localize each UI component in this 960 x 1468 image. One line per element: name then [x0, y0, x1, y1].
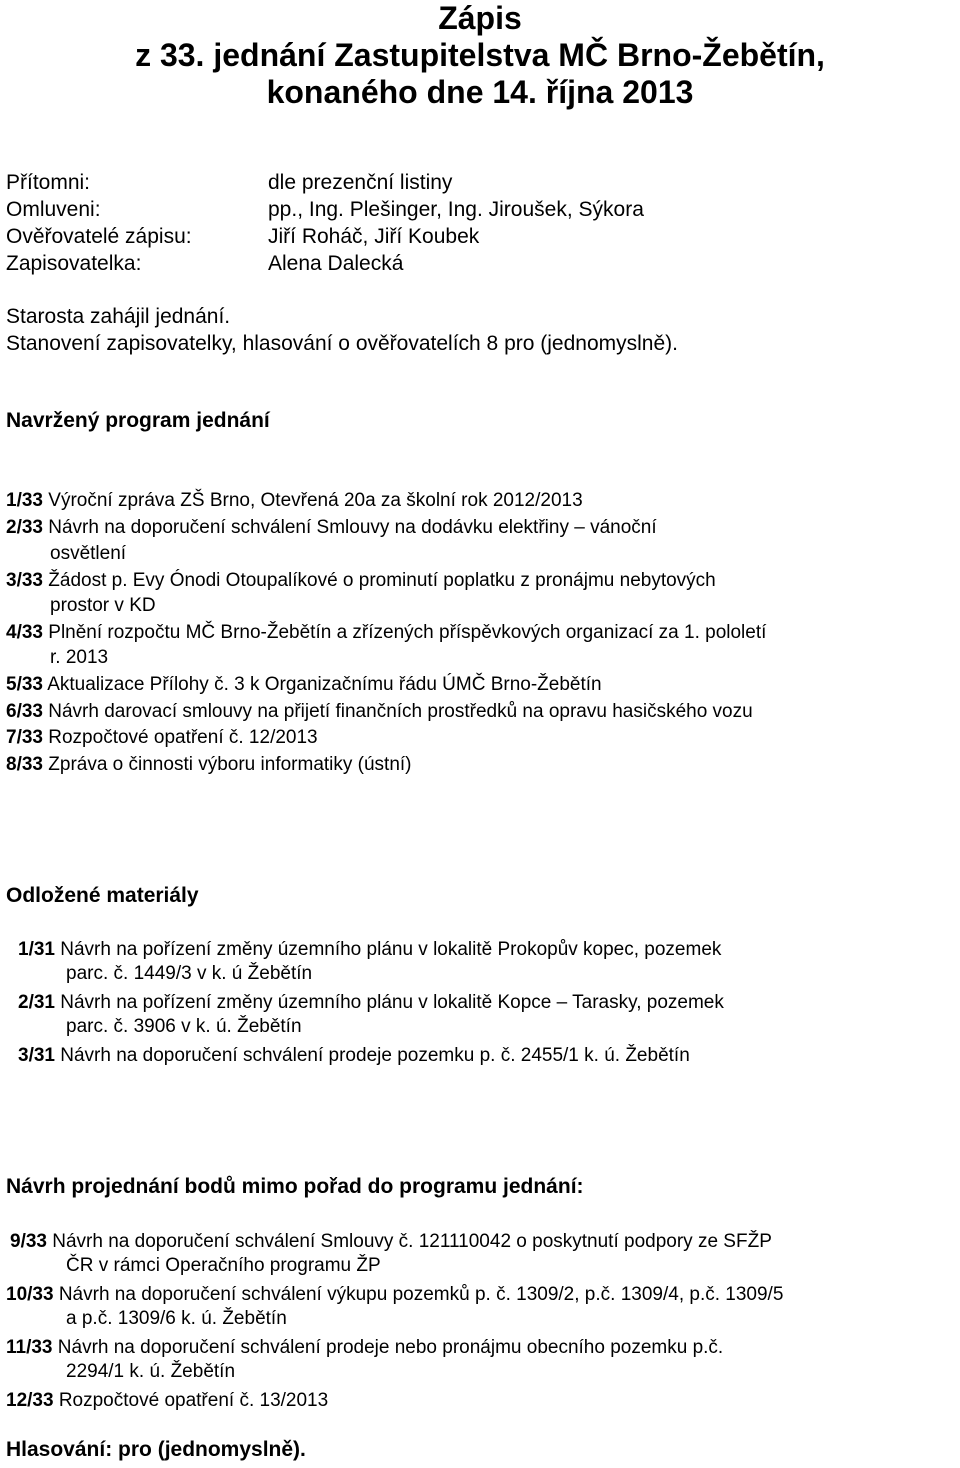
- item-text: Návrh na pořízení změny územního plánu v lokalitě Kopce – Tarasky, pozemek: [60, 992, 724, 1013]
- item-number: 6/33: [6, 701, 43, 722]
- item-text: Návrh na doporučení schválení Smlouvy č. 121110042 o poskytnutí podpory ze SFŽP: [52, 1231, 772, 1252]
- item-continuation: parc. č. 1449/3 v k. ú Žebětín: [66, 963, 313, 984]
- item-text: Zpráva o činnosti výboru informatiky (ústní): [48, 754, 412, 775]
- item-continuation: prostor v KD: [50, 595, 156, 616]
- extra-item: [6, 1387, 328, 1414]
- extra-item: [10, 1228, 772, 1255]
- item-number: 3/33: [6, 570, 43, 591]
- vote-result: Hlasování: pro (jednomyslně).: [6, 1438, 306, 1461]
- document-title-line-3: konaného dne 14. října 2013: [266, 74, 694, 110]
- program-item: [6, 619, 766, 646]
- attendance-value-excused: pp., Ing. Plešinger, Ing. Jiroušek, Sýkora: [268, 198, 644, 221]
- item-text: Výroční zpráva ZŠ Brno, Otevřená 20a za školní rok 2012/2013: [48, 490, 583, 511]
- deferred-heading: Odložené materiály: [6, 884, 199, 907]
- program-item: [6, 698, 753, 725]
- item-continuation: osvětlení: [50, 543, 127, 564]
- program-item: [6, 567, 716, 594]
- item-number: 8/33: [6, 754, 43, 775]
- item-number: 1/33: [6, 490, 43, 511]
- item-number: 1/31: [18, 939, 55, 960]
- item-number: 2/31: [18, 992, 55, 1013]
- item-number: 10/33: [6, 1284, 54, 1305]
- item-continuation: a p.č. 1309/6 k. ú. Žebětín: [66, 1308, 287, 1329]
- deferred-item: [18, 1042, 690, 1069]
- item-number: 9/33: [10, 1231, 47, 1252]
- extra-items-heading: Návrh projednání bodů mimo pořad do programu jednání:: [6, 1175, 584, 1198]
- item-number: 2/33: [6, 517, 43, 538]
- attendance-label-recorder: Zapisovatelka:: [6, 252, 142, 275]
- extra-item: [6, 1334, 723, 1361]
- item-number: 7/33: [6, 727, 43, 748]
- item-text: Rozpočtové opatření č. 13/2013: [58, 1390, 329, 1411]
- attendance-value-verifiers: Jiří Roháč, Jiří Koubek: [268, 225, 480, 248]
- attendance-label-present: Přítomni:: [6, 171, 91, 194]
- attendance-label-excused: Omluveni:: [6, 198, 101, 221]
- item-text: Žádost p. Evy Ónodi Otoupalíkové o prominutí poplatku z pronájmu nebytových: [48, 570, 716, 591]
- item-text: Návrh na doporučení schválení výkupu pozemků p. č. 1309/2, p.č. 1309/4, p.č. 1309/5: [58, 1284, 784, 1305]
- item-number: 3/31: [18, 1045, 55, 1066]
- program-item: [6, 671, 602, 698]
- program-item: [6, 751, 412, 778]
- program-item: [6, 724, 318, 751]
- item-text: Návrh na doporučení schválení Smlouvy na dodávku elektřiny – vánoční: [48, 517, 657, 538]
- intro-line-1: Starosta zahájil jednání.: [6, 305, 231, 328]
- item-continuation: parc. č. 3906 v k. ú. Žebětín: [66, 1016, 302, 1037]
- item-number: 11/33: [6, 1337, 53, 1358]
- deferred-item: [18, 936, 721, 963]
- item-number: 12/33: [6, 1390, 54, 1411]
- item-continuation: r. 2013: [50, 647, 109, 668]
- document-title-line-2: z 33. jednání Zastupitelstva MČ Brno-Žebětín,: [135, 37, 825, 73]
- item-text: Rozpočtové opatření č. 12/2013: [48, 727, 318, 748]
- item-text: Návrh darovací smlouvy na přijetí finančních prostředků na opravu hasičského vozu: [48, 701, 753, 722]
- item-text: Plnění rozpočtu MČ Brno-Žebětín a zřízených příspěvkových organizací za 1. pololetí: [48, 622, 767, 643]
- attendance-value-present: dle prezenční listiny: [268, 171, 453, 194]
- extra-item: [6, 1281, 783, 1308]
- item-text: Návrh na doporučení schválení prodeje pozemku p. č. 2455/1 k. ú. Žebětín: [60, 1045, 690, 1066]
- item-number: 4/33: [6, 622, 43, 643]
- item-number: 5/33: [6, 674, 43, 695]
- item-continuation: ČR v rámci Operačního programu ŽP: [66, 1255, 381, 1276]
- intro-line-2: Stanovení zapisovatelky, hlasování o ověřovatelích 8 pro (jednomyslně).: [6, 332, 678, 355]
- attendance-value-recorder: Alena Dalecká: [268, 252, 404, 275]
- document-title-line-1: Zápis: [438, 0, 522, 36]
- item-continuation: 2294/1 k. ú. Žebětín: [66, 1361, 236, 1382]
- program-heading: Navržený program jednání: [6, 409, 270, 432]
- item-text: Návrh na doporučení schválení prodeje nebo pronájmu obecního pozemku p.č.: [57, 1337, 724, 1358]
- deferred-item: [18, 989, 724, 1016]
- item-text: Aktualizace Přílohy č. 3 k Organizačnímu řádu ÚMČ Brno-Žebětín: [47, 674, 602, 695]
- attendance-label-verifiers: Ověřovatelé zápisu:: [6, 225, 192, 248]
- program-item: [6, 487, 583, 514]
- item-text: Návrh na pořízení změny územního plánu v lokalitě Prokopův kopec, pozemek: [60, 939, 722, 960]
- program-item: [6, 514, 657, 541]
